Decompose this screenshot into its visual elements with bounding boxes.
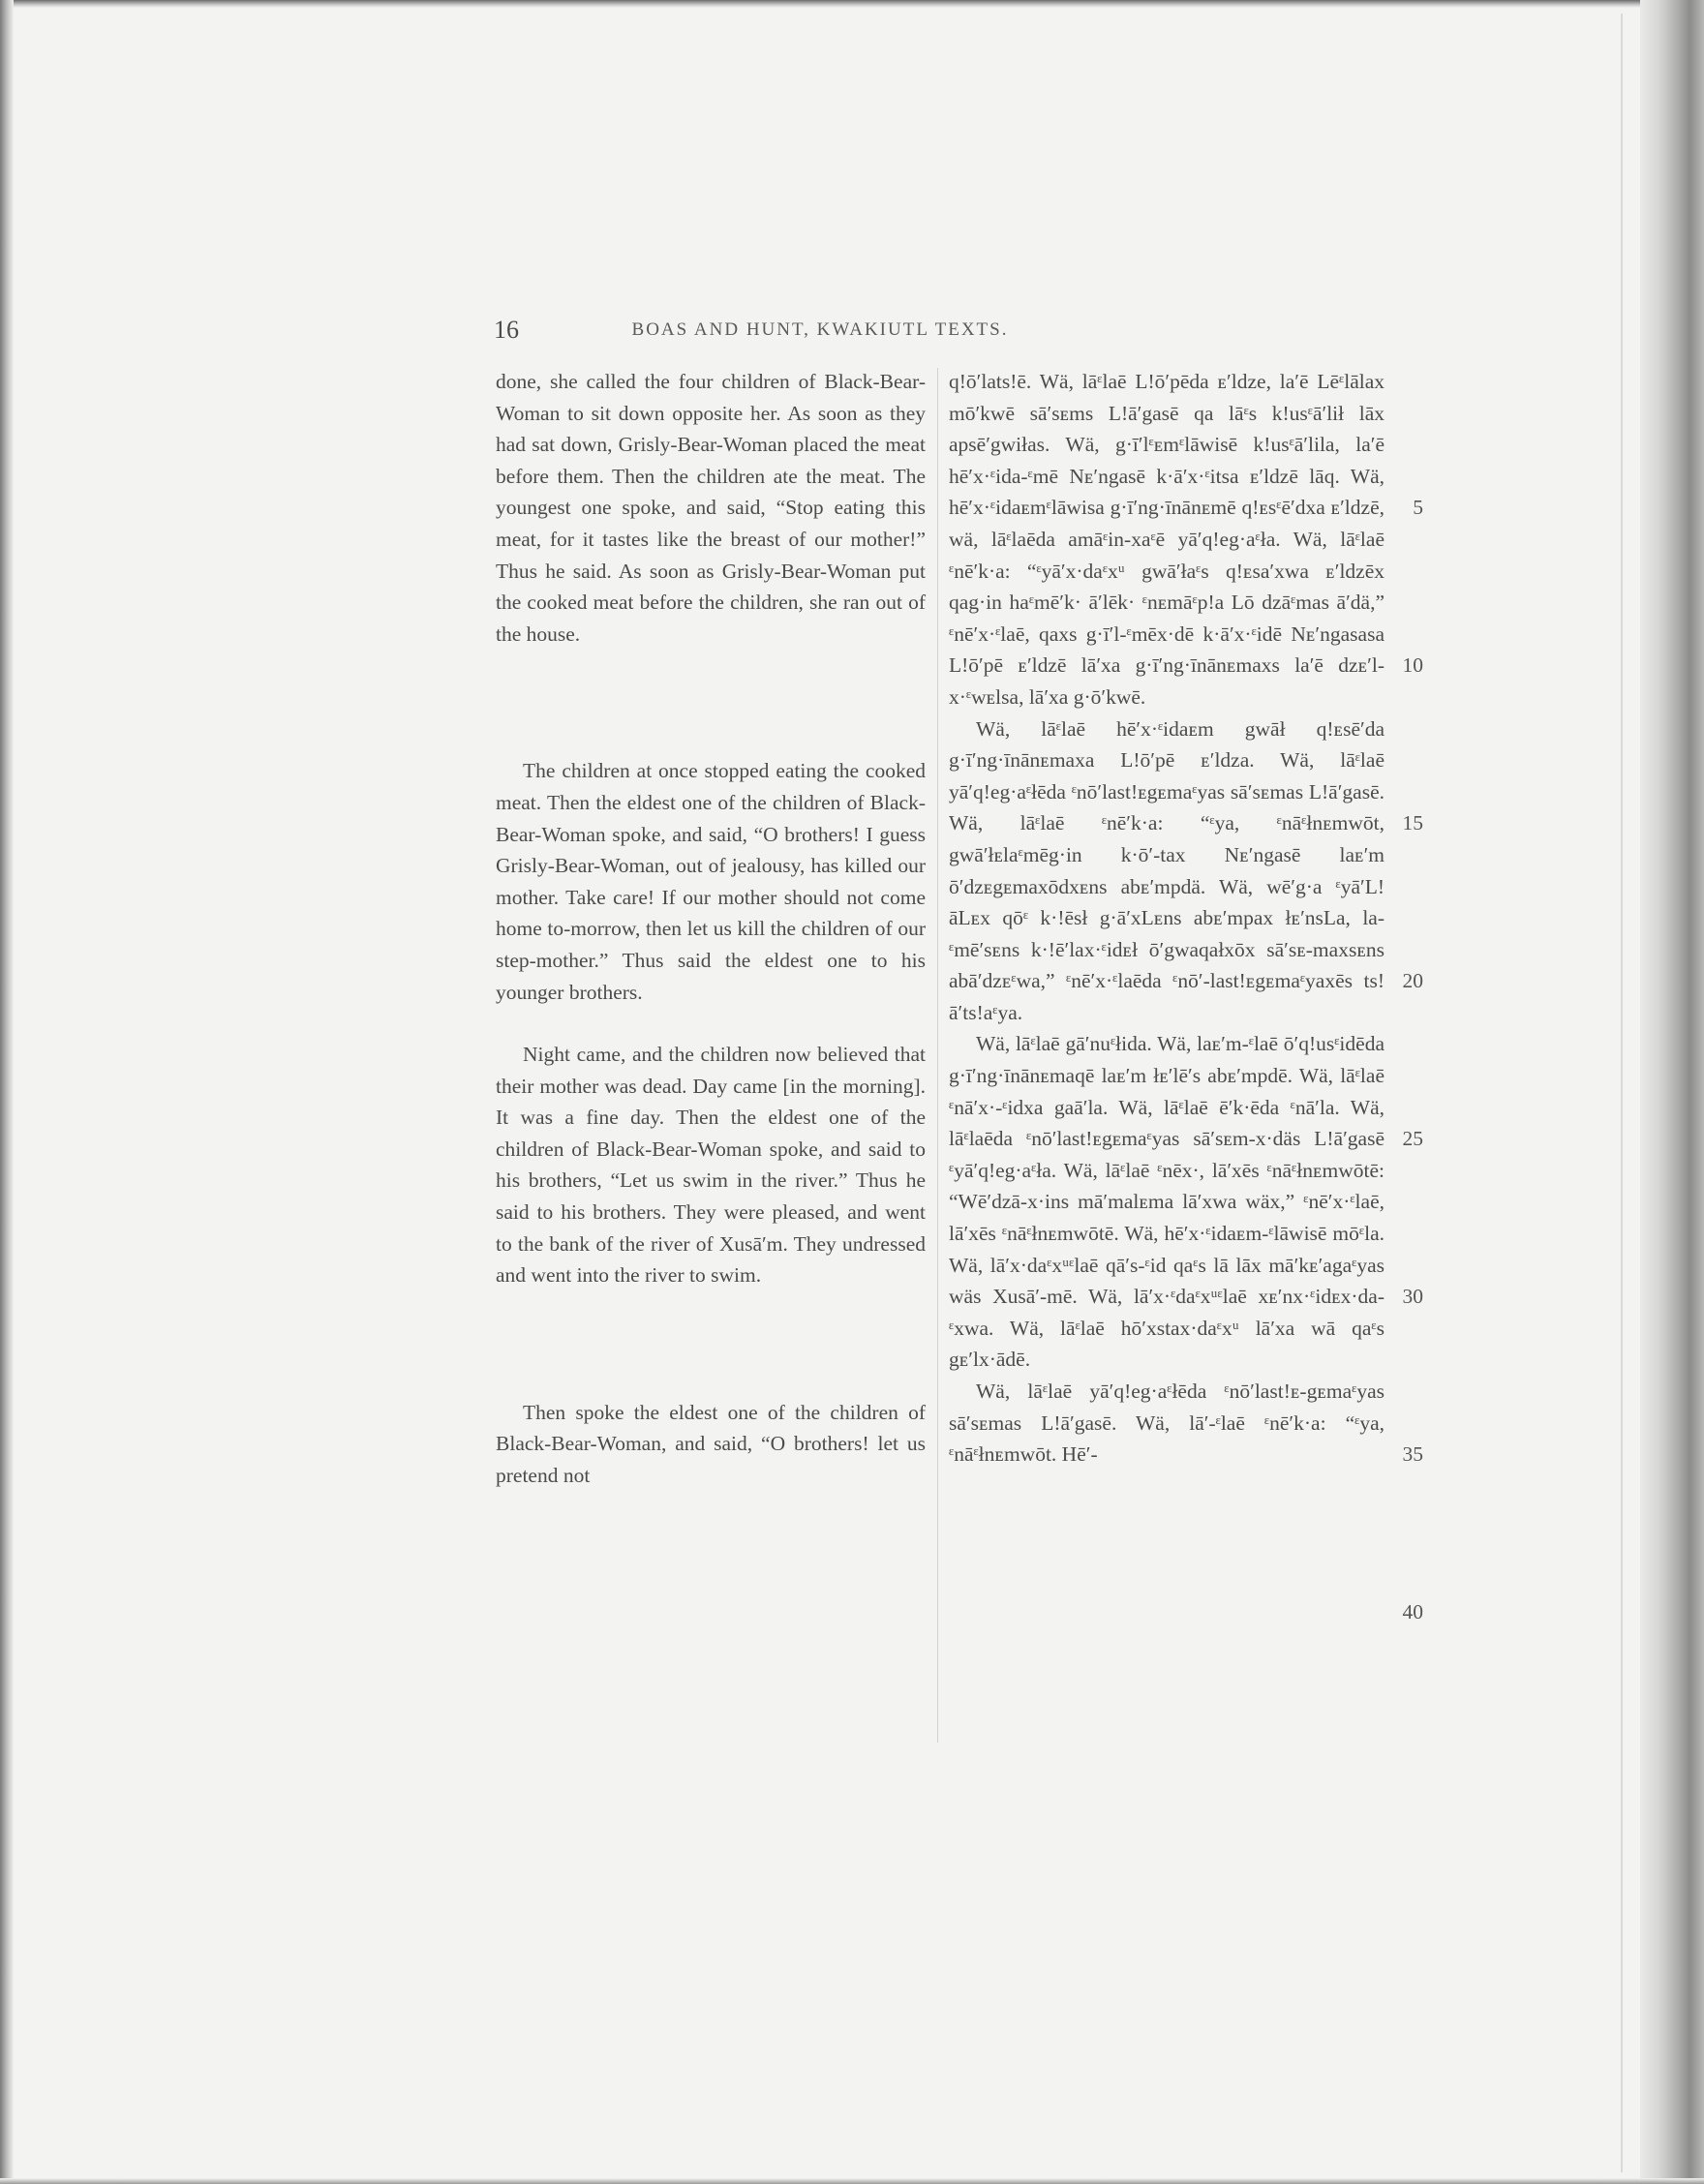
kwakiutl-column xyxy=(949,366,1384,1471)
kwakiutl-paragraph: Wä, lāᵋlaē hē′x·ᵋidaᴇm gwāł q!ᴇsē′da g·ī′ng·īnānᴇmaxa L!ō′pē ᴇ′ldza. Wä, lāᵋlaē yā′q!eg·aᵋłēda ᵋnō′last!ᴇgᴇmaᵋyas sā′sᴇmas L!ā′gasē. Wä, lāᵋlaē ᵋnē′k·a: “ᵋya, ᵋnāᵋłnᴇmwōt, gwā′łᴇlaᵋmēg·in k·ō′-tax Nᴇ′ngasē laᴇ′m ō′dzᴇgᴇmaxōdxᴇns abᴇ′mpdä. Wä, wē′g·a ᵋyā′L!āLᴇx qōᵋ k·!ēsł g·ā′xLᴇns abᴇ′mpax łᴇ′nsLa, la-ᵋmē′sᴇns k·!ē′lax·ᵋidᴇł ō′gwaqałxōx sā′sᴇ-maxsᴇns abā′dzᴇᵋwa,” ᵋnē′x·ᵋlaēda ᵋnō′-last!ᴇgᴇmaᵋyaxēs ts!ā′ts!aᵋya. xyxy=(949,716,1384,1024)
column-divider xyxy=(937,368,938,1743)
english-paragraph: done, she called the four children of Black-Bear-Woman to sit down opposite her. As soon as they had sat down, Grisly-Bear-Woman placed the meat before them. Then the children ate the meat. The youngest one spoke, and said, “Stop eating this meat, for it tastes like the breast of our mother!” Thus he said. As soon as Grisly-Bear-Woman put the cooked meat before the children, she ran out of the house. xyxy=(496,370,926,646)
page-edge-right xyxy=(1640,0,1704,2184)
line-number: 15 xyxy=(1402,811,1423,834)
gutter-shadow xyxy=(1621,14,1623,2172)
line-number: 20 xyxy=(1402,969,1423,992)
line-number: 40 xyxy=(1402,1600,1423,1623)
kwakiutl-paragraph: Wä, lāᵋlaē yā′q!eg·aᵋłēda ᵋnō′last!ᴇ-gᴇmaᵋyas sā′sᴇmas L!ā′gasē. Wä, lā′-ᵋlaē ᵋnē′k·a: “ᵋya, ᵋnāᵋłnᴇmwōt. Hē′- xyxy=(949,1380,1384,1467)
page-edge-left xyxy=(0,0,14,2184)
english-paragraph: The children at once stopped eating the cooked meat. Then the eldest one of the children of Black-Bear-Woman spoke, and said, “O brothers! I guess Grisly-Bear-Woman, out of jealousy, has killed our mother. Take care! If our mother should not come home to-morrow, then let us kill the children of our step-mother.” Thus said the eldest one to his younger brothers. xyxy=(496,759,926,1004)
running-title: BOAS AND HUNT, KWAKIUTL TEXTS. xyxy=(631,319,1009,340)
line-number: 25 xyxy=(1402,1127,1423,1150)
english-paragraph: Then spoke the eldest one of the children of Black-Bear-Woman, and said, “O brothers! let us pretend not xyxy=(496,1400,926,1488)
english-column xyxy=(496,366,926,1492)
kwakiutl-paragraph: q!ō′lats!ē. Wä, lāᵋlaē L!ō′pēda ᴇ′ldze, la′ē Lēᵋlālax mō′kwē sā′sᴇms L!ā′gasē qa lāᵋs k!usᵋā′lił lāx apsē′gwiłas. Wä, g·ī′lᵋᴇmᵋlāwisē k!usᵋā′lila, la′ē hē′x·ᵋida-ᵋmē Nᴇ′ngasē k·ā′x·ᵋitsa ᴇ′ldzē lāq. Wä, hē′x·ᵋidaᴇmᵋlāwisa g·ī′ng·īnānᴇmē q!ᴇsᵋē′dxa ᴇ′ldzē, wä, lāᵋlaēda amāᵋin-xaᵋē yā′q!eg·aᵋła. Wä, lāᵋlaē ᵋnē′k·a: “ᵋyā′x·daᵋxᵘ gwā′łaᵋs q!ᴇsa′xwa ᴇ′ldzēx qag·in haᵋmē′k· ā′lēk· ᵋnᴇmāᵋp!a Lō dzāᵋmas ā′dä,” ᵋnē′x·ᵋlaē, qaxs g·ī′l-ᵋmēx·dē k·ā′x·ᵋidē Nᴇ′ngasasa L!ō′pē ᴇ′ldzē lā′xa g·ī′ng·īnānᴇmaxs la′ē dzᴇ′l-x·ᵋwᴇlsa, lā′xa g·ō′kwē. xyxy=(949,370,1384,709)
line-number: 10 xyxy=(1402,653,1423,677)
page-edge-top xyxy=(0,0,1704,8)
kwakiutl-paragraph: Wä, lāᵋlaē gā′nuᵋłida. Wä, laᴇ′m-ᵋlaē ō′q!usᵋidēda g·ī′ng·īnānᴇmaqē laᴇ′m łᴇ′lē′s abᴇ′mpdē. Wä, lāᵋlaē ᵋnā′x·-ᵋidxa gaā′la. Wä, lāᵋlaē ē′k·ēda ᵋnā′la. Wä, lāᵋlaēda ᵋnō′last!ᴇgᴇmaᵋyas sā′sᴇm-x·däs L!ā′gasē ᵋyā′q!eg·aᵋła. Wä, lāᵋlaē ᵋnēx·, lā′xēs ᵋnāᵋłnᴇmwōtē: “Wē′dzā-x·ins mā′malᴇma lā′xwa wäx,” ᵋnē′x·ᵋlaē, lā′xēs ᵋnāᵋłnᴇmwōtē. Wä, hē′x·ᵋidaᴇm-ᵋlāwisē mōᵋla. Wä, lā′x·daᵋxᵘᵋlaē qā′s-ᵋid qaᵋs lā lāx mā′kᴇ′agaᵋyas wäs Xusā′-mē. Wä, lā′x·ᵋdaᵋxᵘᵋlaē xᴇ′nx·ᵋidᴇx·da-ᵋxwa. Wä, lāᵋlaē hō′xstax·daᵋxᵘ lā′xa wā qaᵋs gᴇ′lx·ādē. xyxy=(949,1032,1384,1372)
page-edge-bottom xyxy=(0,2178,1704,2184)
line-number: 5 xyxy=(1413,496,1423,519)
line-number: 30 xyxy=(1402,1285,1423,1308)
page-number: 16 xyxy=(494,316,519,344)
running-head xyxy=(494,316,1146,345)
english-paragraph: Night came, and the children now believed that their mother was dead. Day came [in the morning]. It was a fine day. Then the eldest one of the children of Black-Bear-Woman spoke, and said to his brothers, “Let us swim in the river.” Thus he said to his brothers. They were pleased, and went to the bank of the river of Xusā′m. They undressed and went into the river to swim. xyxy=(496,1043,926,1288)
line-number: 35 xyxy=(1402,1442,1423,1466)
